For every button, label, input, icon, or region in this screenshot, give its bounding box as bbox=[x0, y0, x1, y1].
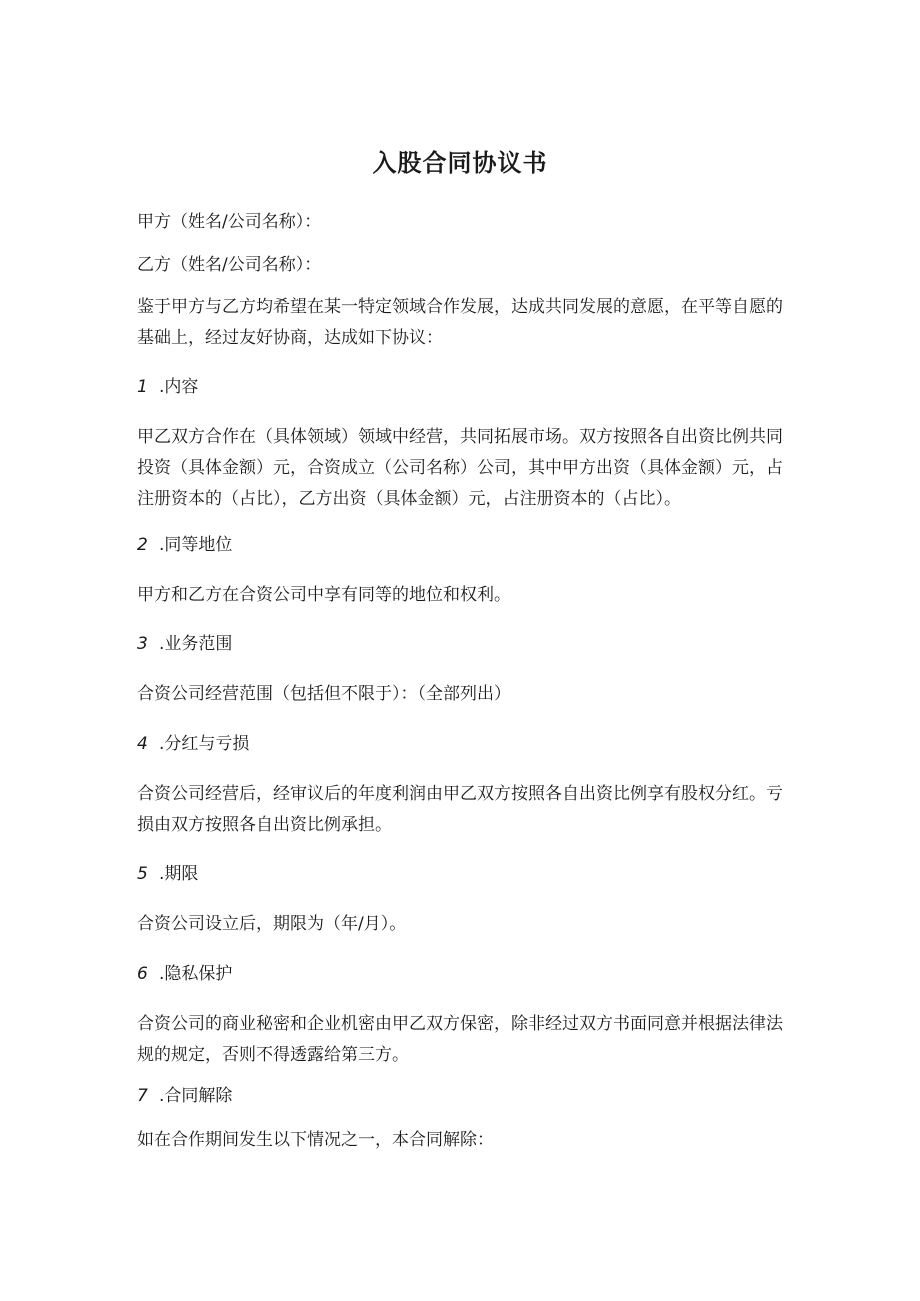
section-number: 1 bbox=[137, 377, 148, 397]
section-title: .期限 bbox=[159, 864, 199, 884]
section-heading bbox=[137, 530, 787, 561]
section-heading bbox=[137, 629, 787, 660]
document-title: 入股合同协议书 bbox=[372, 149, 548, 178]
section-heading bbox=[137, 729, 787, 760]
section-body: 如在合作期间发生以下情况之一，本合同解除： bbox=[137, 1130, 494, 1150]
section-body: 合资公司设立后，期限为（年/月）。 bbox=[137, 914, 407, 934]
section-heading bbox=[137, 1081, 787, 1112]
section-number: 2 bbox=[137, 535, 148, 555]
section-title: .隐私保护 bbox=[159, 964, 233, 984]
section-heading bbox=[137, 372, 787, 403]
party-a-line: 甲方（姓名/公司名称）： bbox=[137, 212, 322, 232]
section-body: 甲方和乙方在合资公司中享有同等的地位和权利。 bbox=[137, 585, 511, 605]
section-number: 4 bbox=[137, 734, 148, 754]
party-b-line: 乙方（姓名/公司名称）： bbox=[137, 255, 322, 275]
section-title: .同等地位 bbox=[159, 535, 233, 555]
section-heading bbox=[137, 959, 787, 990]
section-heading bbox=[137, 859, 787, 890]
section-number: 3 bbox=[137, 634, 148, 654]
section-body: 合资公司的商业秘密和企业机密由甲乙双方保密，除非经过双方书面同意并根据法律法规的规定，否则不得透露给第三方。 bbox=[137, 1014, 783, 1065]
preamble-paragraph: 鉴于甲方与乙方均希望在某一特定领域合作发展，达成共同发展的意愿，在平等自愿的基础上，经过友好协商，达成如下协议： bbox=[137, 297, 783, 348]
section-body: 甲乙双方合作在（具体领域）领域中经营，共同拓展市场。双方按照各自出资比例共同投资（具体金额）元，合资成立（公司名称）公司，其中甲方出资（具体金额）元，占注册资本的（占比），乙方出资（具体金额）元，占注册资本的（占比）。 bbox=[137, 427, 783, 509]
section-title: .业务范围 bbox=[159, 634, 233, 654]
section-body: 合资公司经营范围（包括但不限于）：（全部列出） bbox=[137, 684, 511, 704]
section-number: 5 bbox=[137, 864, 148, 884]
section-number: 7 bbox=[137, 1086, 148, 1106]
section-title: .分红与亏损 bbox=[159, 734, 250, 754]
section-title: .合同解除 bbox=[159, 1086, 233, 1106]
section-title: .内容 bbox=[159, 377, 199, 397]
section-number: 6 bbox=[137, 964, 148, 984]
section-body: 合资公司经营后，经审议后的年度利润由甲乙双方按照各自出资比例享有股权分红。亏损由双方按照各自出资比例承担。 bbox=[137, 784, 783, 835]
